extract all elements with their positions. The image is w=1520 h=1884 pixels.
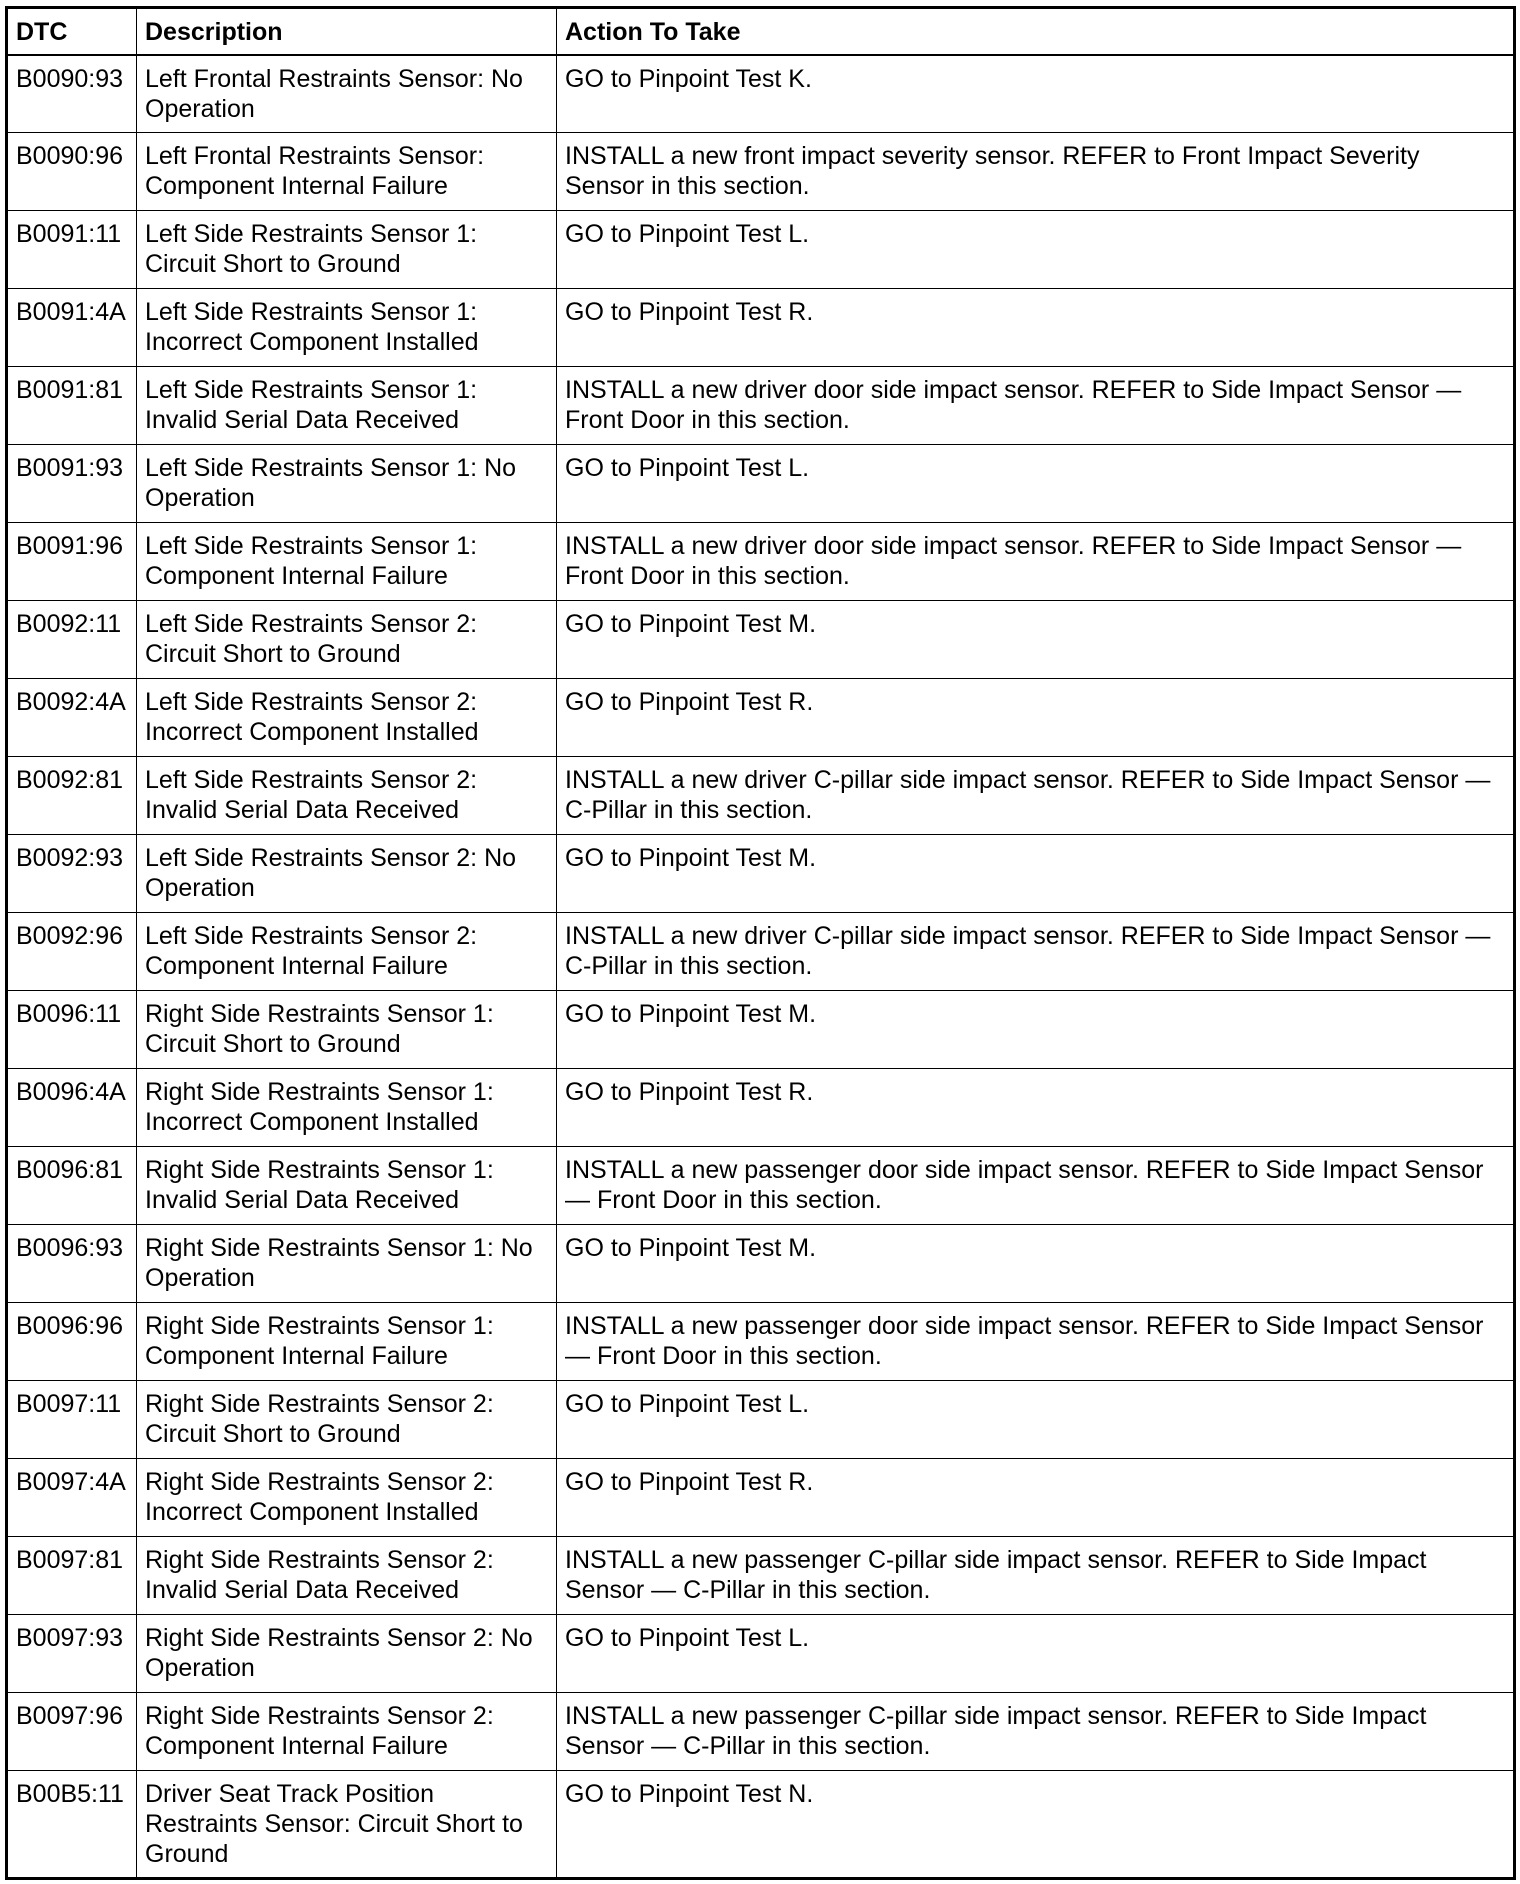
table-row	[7, 1225, 1515, 1303]
description-cell: Right Side Restraints Sensor 2: Component Internal Failure	[137, 1693, 557, 1771]
dtc-cell: B0096:11	[7, 991, 137, 1069]
table-row	[7, 1381, 1515, 1459]
description-cell: Left Frontal Restraints Sensor: Component Internal Failure	[137, 133, 557, 211]
table-row	[7, 1303, 1515, 1381]
action-cell: INSTALL a new driver door side impact sensor. REFER to Side Impact Sensor — Front Door in this section.	[557, 523, 1515, 601]
description-cell: Right Side Restraints Sensor 2: Incorrect Component Installed	[137, 1459, 557, 1537]
action-cell: GO to Pinpoint Test M.	[557, 1225, 1515, 1303]
dtc-cell: B0096:4A	[7, 1069, 137, 1147]
action-cell: INSTALL a new passenger door side impact sensor. REFER to Side Impact Sensor — Front Door in this section.	[557, 1303, 1515, 1381]
action-cell: GO to Pinpoint Test M.	[557, 835, 1515, 913]
description-cell: Left Side Restraints Sensor 2: Incorrect Component Installed	[137, 679, 557, 757]
dtc-cell: B0092:96	[7, 913, 137, 991]
table-row	[7, 523, 1515, 601]
action-cell: GO to Pinpoint Test R.	[557, 289, 1515, 367]
table-body	[7, 55, 1515, 1879]
table-row	[7, 55, 1515, 133]
dtc-cell: B0096:93	[7, 1225, 137, 1303]
dtc-cell: B0092:81	[7, 757, 137, 835]
table-row	[7, 1147, 1515, 1225]
table-row	[7, 1615, 1515, 1693]
action-cell: GO to Pinpoint Test R.	[557, 679, 1515, 757]
table-row	[7, 1693, 1515, 1771]
description-cell: Left Side Restraints Sensor 1: No Operation	[137, 445, 557, 523]
dtc-cell: B0090:93	[7, 55, 137, 133]
description-cell: Right Side Restraints Sensor 2: Invalid Serial Data Received	[137, 1537, 557, 1615]
action-cell: GO to Pinpoint Test M.	[557, 991, 1515, 1069]
table-row	[7, 835, 1515, 913]
description-cell: Left Side Restraints Sensor 1: Component Internal Failure	[137, 523, 557, 601]
description-cell: Right Side Restraints Sensor 1: Incorrect Component Installed	[137, 1069, 557, 1147]
description-cell: Left Side Restraints Sensor 1: Incorrect Component Installed	[137, 289, 557, 367]
description-cell: Left Side Restraints Sensor 2: Component Internal Failure	[137, 913, 557, 991]
action-cell: INSTALL a new passenger C-pillar side impact sensor. REFER to Side Impact Sensor — C-Pillar in this section.	[557, 1693, 1515, 1771]
action-cell: INSTALL a new driver C-pillar side impact sensor. REFER to Side Impact Sensor — C-Pillar in this section.	[557, 757, 1515, 835]
dtc-cell: B0091:96	[7, 523, 137, 601]
action-cell: GO to Pinpoint Test K.	[557, 55, 1515, 133]
action-cell: GO to Pinpoint Test R.	[557, 1459, 1515, 1537]
action-cell: INSTALL a new driver C-pillar side impact sensor. REFER to Side Impact Sensor — C-Pillar in this section.	[557, 913, 1515, 991]
dtc-cell: B0092:93	[7, 835, 137, 913]
action-cell: GO to Pinpoint Test M.	[557, 601, 1515, 679]
dtc-cell: B0097:4A	[7, 1459, 137, 1537]
description-cell: Right Side Restraints Sensor 2: No Operation	[137, 1615, 557, 1693]
table-row	[7, 1537, 1515, 1615]
table-row	[7, 679, 1515, 757]
table-row	[7, 913, 1515, 991]
description-cell: Right Side Restraints Sensor 1: Component Internal Failure	[137, 1303, 557, 1381]
dtc-cell: B0097:11	[7, 1381, 137, 1459]
table-row	[7, 1459, 1515, 1537]
table-row	[7, 1771, 1515, 1879]
action-cell: GO to Pinpoint Test L.	[557, 1381, 1515, 1459]
dtc-cell: B0090:96	[7, 133, 137, 211]
description-cell: Right Side Restraints Sensor 1: Circuit Short to Ground	[137, 991, 557, 1069]
dtc-cell: B00B5:11	[7, 1771, 137, 1879]
action-cell: INSTALL a new driver door side impact sensor. REFER to Side Impact Sensor — Front Door in this section.	[557, 367, 1515, 445]
dtc-cell: B0091:93	[7, 445, 137, 523]
table-row	[7, 289, 1515, 367]
dtc-cell: B0092:4A	[7, 679, 137, 757]
table-row	[7, 367, 1515, 445]
action-cell: GO to Pinpoint Test L.	[557, 1615, 1515, 1693]
action-cell: INSTALL a new front impact severity sensor. REFER to Front Impact Severity Sensor in this section.	[557, 133, 1515, 211]
dtc-cell: B0092:11	[7, 601, 137, 679]
action-cell: INSTALL a new passenger door side impact sensor. REFER to Side Impact Sensor — Front Door in this section.	[557, 1147, 1515, 1225]
dtc-table	[5, 6, 1516, 1880]
description-cell: Left Side Restraints Sensor 2: No Operation	[137, 835, 557, 913]
description-cell: Left Frontal Restraints Sensor: No Operation	[137, 55, 557, 133]
action-cell: GO to Pinpoint Test L.	[557, 211, 1515, 289]
dtc-cell: B0096:96	[7, 1303, 137, 1381]
action-cell: INSTALL a new passenger C-pillar side impact sensor. REFER to Side Impact Sensor — C-Pillar in this section.	[557, 1537, 1515, 1615]
action-cell: GO to Pinpoint Test R.	[557, 1069, 1515, 1147]
description-cell: Right Side Restraints Sensor 1: Invalid Serial Data Received	[137, 1147, 557, 1225]
description-cell: Right Side Restraints Sensor 2: Circuit Short to Ground	[137, 1381, 557, 1459]
dtc-cell: B0091:11	[7, 211, 137, 289]
column-header-action: Action To Take	[557, 8, 1515, 55]
column-header-dtc: DTC	[7, 8, 137, 55]
description-cell: Driver Seat Track Position Restraints Sensor: Circuit Short to Ground	[137, 1771, 557, 1879]
dtc-cell: B0091:4A	[7, 289, 137, 367]
dtc-cell: B0097:81	[7, 1537, 137, 1615]
action-cell: GO to Pinpoint Test N.	[557, 1771, 1515, 1879]
description-cell: Left Side Restraints Sensor 1: Invalid Serial Data Received	[137, 367, 557, 445]
description-cell: Right Side Restraints Sensor 1: No Operation	[137, 1225, 557, 1303]
table-row	[7, 991, 1515, 1069]
action-cell: GO to Pinpoint Test L.	[557, 445, 1515, 523]
dtc-cell: B0096:81	[7, 1147, 137, 1225]
table-row	[7, 445, 1515, 523]
table-row	[7, 757, 1515, 835]
table-row	[7, 133, 1515, 211]
table-row	[7, 211, 1515, 289]
description-cell: Left Side Restraints Sensor 2: Invalid Serial Data Received	[137, 757, 557, 835]
table-row	[7, 601, 1515, 679]
table-header-row	[7, 8, 1515, 55]
table-row	[7, 1069, 1515, 1147]
description-cell: Left Side Restraints Sensor 1: Circuit Short to Ground	[137, 211, 557, 289]
description-cell: Left Side Restraints Sensor 2: Circuit Short to Ground	[137, 601, 557, 679]
column-header-description: Description	[137, 8, 557, 55]
dtc-cell: B0097:96	[7, 1693, 137, 1771]
dtc-cell: B0091:81	[7, 367, 137, 445]
dtc-cell: B0097:93	[7, 1615, 137, 1693]
